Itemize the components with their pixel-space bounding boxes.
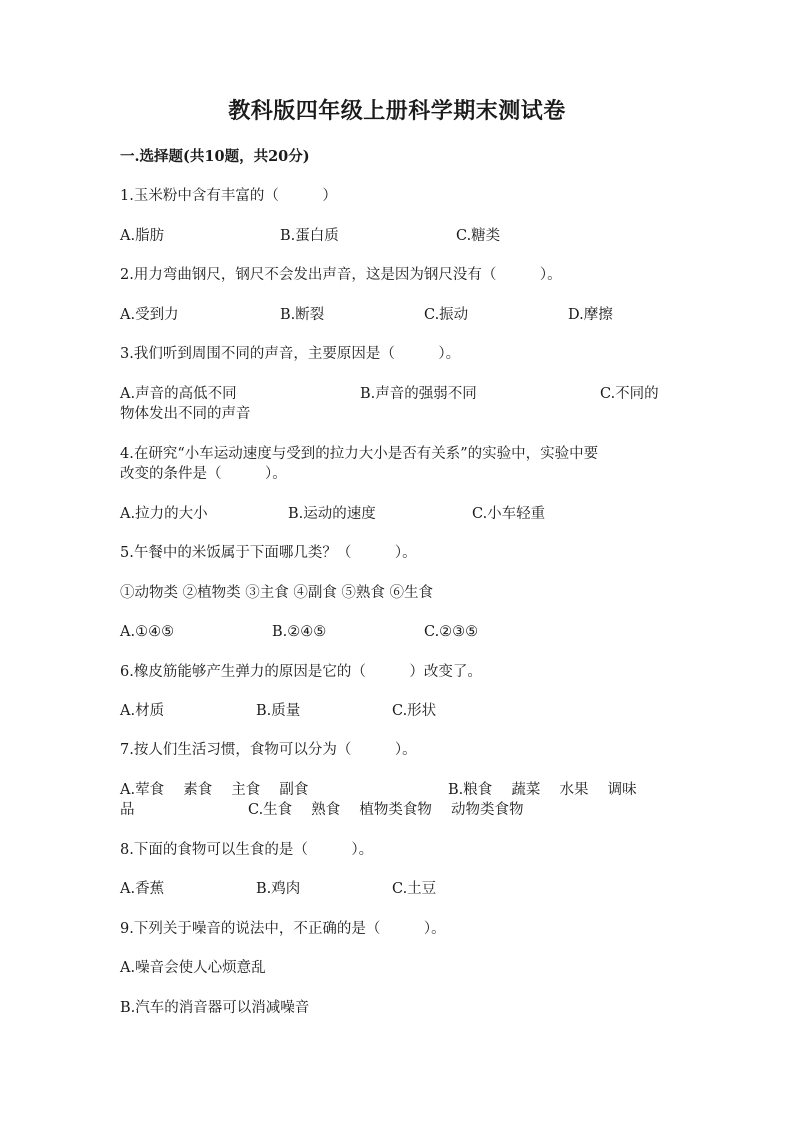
question-9: 9.下列关于噪音的说法中，不正确的是（ ）。	[120, 921, 446, 937]
option-a: A.受到力	[120, 307, 179, 323]
option-a: A.噪音会使人心烦意乱	[120, 960, 266, 976]
question-8: 8.下面的食物可以生食的是（ ）。	[120, 842, 374, 858]
option-d: D.摩擦	[568, 307, 613, 323]
option-c: C.②③⑤	[424, 624, 479, 640]
option-c: C.生食 熟食 植物类食物 动物类食物	[248, 802, 524, 818]
page-title: 教科版四年级上册科学期末测试卷	[228, 98, 566, 124]
option-a: A.拉力的大小	[120, 506, 208, 522]
option-b: B.汽车的消音器可以消减噪音	[120, 1000, 310, 1016]
question-5-choices: ①动物类 ②植物类 ③主食 ④副食 ⑤熟食 ⑥生食	[120, 585, 434, 601]
question-1: 1.玉米粉中含有丰富的（ ）	[120, 188, 337, 204]
question-2: 2.用力弯曲钢尺，钢尺不会发出声音，这是因为钢尺没有（ ）。	[120, 267, 562, 283]
question-4-line-1: 4.在研究“小车运动速度与受到的拉力大小是否有关系”的实验中，实验中要	[120, 446, 599, 462]
option-b: B.运动的速度	[288, 506, 376, 522]
question-7: 7.按人们生活习惯，食物可以分为（ ）。	[120, 742, 417, 758]
section-heading: 一.选择题(共10题，共20分)	[120, 148, 310, 165]
question-5: 5.午餐中的米饭属于下面哪几类？（ ）。	[120, 545, 417, 561]
option-c-continued: 物体发出不同的声音	[120, 406, 251, 422]
option-a: A.荤食 素食 主食 副食	[120, 782, 309, 798]
option-b: B.质量	[256, 703, 301, 719]
option-a: A.①④⑤	[120, 624, 175, 640]
question-6: 6.橡皮筋能够产生弹力的原因是它的（ ）改变了。	[120, 664, 482, 680]
option-a: A.材质	[120, 703, 165, 719]
option-a: A.香蕉	[120, 881, 165, 897]
option-a: A.脂肪	[120, 228, 165, 244]
option-b: B.②④⑤	[272, 624, 327, 640]
option-c: C.糖类	[456, 228, 501, 244]
option-c: C.不同的	[600, 386, 659, 402]
option-b-continued: 品	[120, 802, 135, 818]
option-c: C.形状	[392, 703, 437, 719]
option-b: B.断裂	[280, 307, 325, 323]
option-b: B.粮食 蔬菜 水果 调味	[448, 782, 637, 798]
question-4-line-2: 改变的条件是（ ）。	[120, 466, 287, 482]
option-c: C.土豆	[392, 881, 437, 897]
option-c: C.小车轻重	[472, 506, 546, 522]
option-b: B.声音的强弱不同	[360, 386, 477, 402]
option-b: B.蛋白质	[280, 228, 339, 244]
option-c: C.振动	[424, 307, 469, 323]
option-b: B.鸡肉	[256, 881, 301, 897]
question-3: 3.我们听到周围不同的声音，主要原因是（ ）。	[120, 346, 461, 362]
option-a: A.声音的高低不同	[120, 386, 237, 402]
